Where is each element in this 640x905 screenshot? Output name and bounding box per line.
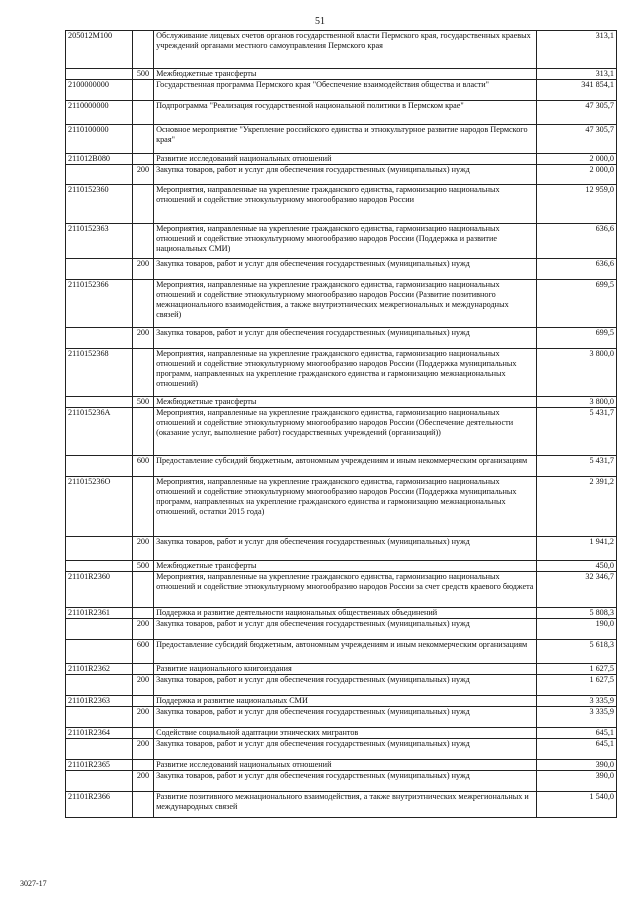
row-code: 211015236А [66,408,133,456]
row-sum: 2 391,2 [536,477,616,537]
row-name: Мероприятия, направленные на укрепление гражданского единства, гармонизацию национальных отношений и содействие этнокультурному многообразию народов России (Обеспечение деятельности (оказание услуг, выполнение работ) государственных учреждений (организаций)) [154,408,537,456]
row-sum: 190,0 [536,619,616,640]
row-sum: 450,0 [536,561,616,572]
table-row [66,349,617,397]
row-sum: 313,1 [536,31,616,69]
row-sum: 2 000,0 [536,154,616,165]
table-row [66,561,617,572]
row-sum: 2 000,0 [536,165,616,185]
table-row [66,640,617,664]
row-code [66,675,133,696]
row-expense-type [132,80,153,101]
row-expense-type [132,280,153,328]
row-sum: 645,1 [536,739,616,760]
row-sum: 32 346,7 [536,572,616,608]
row-expense-type [132,760,153,771]
row-code [66,771,133,792]
row-code: 2110152368 [66,349,133,397]
row-expense-type: 200 [132,771,153,792]
row-expense-type: 600 [132,640,153,664]
table-row [66,69,617,80]
row-sum: 699,5 [536,328,616,349]
row-expense-type: 600 [132,456,153,477]
row-sum: 5 808,3 [536,608,616,619]
row-name: Закупка товаров, работ и услуг для обеспечения государственных (муниципальных) нужд [154,259,537,280]
row-code [66,619,133,640]
row-expense-type: 200 [132,165,153,185]
row-name: Содействие социальной адаптации этнических мигрантов [154,728,537,739]
row-name: Закупка товаров, работ и услуг для обеспечения государственных (муниципальных) нужд [154,675,537,696]
row-sum: 636,6 [536,259,616,280]
row-expense-type [132,664,153,675]
row-expense-type: 200 [132,707,153,728]
row-name: Мероприятия, направленные на укрепление гражданского единства, гармонизацию национальных отношений и содействие этнокультурному многообразию народов России за счет средств краевого бюджета [154,572,537,608]
row-code: 21101R2365 [66,760,133,771]
footer-code: 3027-17 [20,879,47,888]
row-name: Закупка товаров, работ и услуг для обеспечения государственных (муниципальных) нужд [154,739,537,760]
row-name: Закупка товаров, работ и услуг для обеспечения государственных (муниципальных) нужд [154,707,537,728]
table-row [66,280,617,328]
row-name: Межбюджетные трансферты [154,69,537,80]
row-sum: 341 854,1 [536,80,616,101]
row-name: Закупка товаров, работ и услуг для обеспечения государственных (муниципальных) нужд [154,165,537,185]
row-code [66,328,133,349]
row-sum: 3 335,9 [536,707,616,728]
row-sum: 3 800,0 [536,349,616,397]
row-name: Поддержка и развитие деятельности национальных общественных объединений [154,608,537,619]
table-row [66,477,617,537]
table-row [66,125,617,154]
row-code: 21101R2363 [66,696,133,707]
row-code: 21101R2361 [66,608,133,619]
row-sum: 5 618,3 [536,640,616,664]
row-code [66,165,133,185]
row-code: 2110100000 [66,125,133,154]
table-row [66,101,617,125]
row-sum: 3 335,9 [536,696,616,707]
table-row [66,397,617,408]
row-code: 2110152360 [66,185,133,224]
row-expense-type [132,408,153,456]
row-code: 21101R2364 [66,728,133,739]
row-sum: 313,1 [536,69,616,80]
row-code: 2110000000 [66,101,133,125]
table-row [66,154,617,165]
row-code: 21101R2366 [66,792,133,818]
row-code: 2100000000 [66,80,133,101]
row-name: Закупка товаров, работ и услуг для обеспечения государственных (муниципальных) нужд [154,328,537,349]
row-sum: 47 305,7 [536,125,616,154]
row-name: Мероприятия, направленные на укрепление гражданского единства, гармонизацию национальных отношений и содействие этнокультурному многообразию народов России (Развитие позитивного межнационального взаимодействия, а также внутриэтнических межрегиональных и международных связей) [154,280,537,328]
row-sum: 5 431,7 [536,408,616,456]
row-name: Предоставление субсидий бюджетным, автономным учреждениям и иным некоммерческим организациям [154,640,537,664]
row-name: Подпрограмма "Реализация государственной национальной политики в Пермском крае" [154,101,537,125]
row-name: Межбюджетные трансферты [154,397,537,408]
row-sum: 1 627,5 [536,664,616,675]
row-expense-type [132,224,153,259]
table-row [66,408,617,456]
table-row [66,537,617,561]
table-row [66,771,617,792]
row-sum: 645,1 [536,728,616,739]
row-name: Закупка товаров, работ и услуг для обеспечения государственных (муниципальных) нужд [154,771,537,792]
row-code [66,561,133,572]
row-expense-type: 200 [132,259,153,280]
row-name: Поддержка и развитие национальных СМИ [154,696,537,707]
row-name: Мероприятия, направленные на укрепление гражданского единства, гармонизацию национальных отношений и содействие этнокультурному многообразию народов России (Поддержка муниципальных программ, направленных на укрепление гражданского единства и гармонизацию межнациональных отношений, остатки 2015 года) [154,477,537,537]
table-row [66,572,617,608]
row-expense-type [132,792,153,818]
row-expense-type [132,101,153,125]
row-name: Межбюджетные трансферты [154,561,537,572]
row-expense-type [132,696,153,707]
row-sum: 699,5 [536,280,616,328]
row-code [66,69,133,80]
row-name: Закупка товаров, работ и услуг для обеспечения государственных (муниципальных) нужд [154,537,537,561]
table-row [66,696,617,707]
row-expense-type: 200 [132,675,153,696]
row-code [66,707,133,728]
row-expense-type: 500 [132,561,153,572]
row-code: 211015236О [66,477,133,537]
row-expense-type: 500 [132,397,153,408]
row-sum: 390,0 [536,760,616,771]
row-name: Развитие исследований национальных отношений [154,760,537,771]
row-expense-type: 200 [132,328,153,349]
row-code [66,640,133,664]
table-row [66,165,617,185]
row-expense-type [132,728,153,739]
table-row [66,224,617,259]
row-sum: 1 540,0 [536,792,616,818]
row-expense-type: 200 [132,739,153,760]
row-expense-type: 500 [132,69,153,80]
table-row [66,728,617,739]
row-name: Мероприятия, направленные на укрепление гражданского единства, гармонизацию национальных отношений и содействие этнокультурному многообразию народов России [154,185,537,224]
table-row [66,80,617,101]
row-expense-type [132,31,153,69]
budget-table [65,30,617,818]
row-name: Основное мероприятие "Укрепление российского единства и этнокультурное развитие народов Пермского края" [154,125,537,154]
table-row [66,185,617,224]
row-sum: 390,0 [536,771,616,792]
row-expense-type [132,572,153,608]
row-code: 211012В080 [66,154,133,165]
row-code: 21101R2362 [66,664,133,675]
table-row [66,608,617,619]
page-number: 51 [315,16,325,27]
row-sum: 47 305,7 [536,101,616,125]
row-expense-type: 200 [132,619,153,640]
row-expense-type [132,477,153,537]
row-code: 21101R2360 [66,572,133,608]
table-row [66,619,617,640]
table-row [66,760,617,771]
row-sum: 1 941,2 [536,537,616,561]
row-code [66,259,133,280]
row-expense-type [132,154,153,165]
row-code [66,397,133,408]
row-code [66,739,133,760]
row-sum: 12 959,0 [536,185,616,224]
row-name: Развитие исследований национальных отношений [154,154,537,165]
table-row [66,739,617,760]
table-row [66,792,617,818]
row-name: Мероприятия, направленные на укрепление гражданского единства, гармонизацию национальных отношений и содействие этнокультурному многообразию народов России (Поддержка муниципальных программ, направленных на укрепление гражданского единства и гармонизацию межнациональных отношений) [154,349,537,397]
row-name: Развитие национального книгоиздания [154,664,537,675]
row-code: 2110152366 [66,280,133,328]
row-sum: 3 800,0 [536,397,616,408]
row-code [66,537,133,561]
row-code [66,456,133,477]
row-name: Обслуживание лицевых счетов органов государственной власти Пермского края, государственных краевых учреждений органами местного самоуправления Пермского края [154,31,537,69]
table-row [66,707,617,728]
row-name: Закупка товаров, работ и услуг для обеспечения государственных (муниципальных) нужд [154,619,537,640]
table-row [66,675,617,696]
row-expense-type [132,125,153,154]
row-code: 2110152363 [66,224,133,259]
row-code: 205012М100 [66,31,133,69]
row-expense-type [132,608,153,619]
row-expense-type [132,185,153,224]
row-expense-type: 200 [132,537,153,561]
row-sum: 5 431,7 [536,456,616,477]
table-row [66,31,617,69]
table-row [66,664,617,675]
row-name: Предоставление субсидий бюджетным, автономным учреждениям и иным некоммерческим организациям [154,456,537,477]
table-body [66,31,617,818]
table-row [66,259,617,280]
row-name: Развитие позитивного межнационального взаимодействия, а также внутриэтнических межрегиональных и международных связей [154,792,537,818]
row-sum: 636,6 [536,224,616,259]
row-name: Мероприятия, направленные на укрепление гражданского единства, гармонизацию национальных отношений и содействие этнокультурному многообразию народов России (Поддержка и развитие национальных СМИ) [154,224,537,259]
row-name: Государственная программа Пермского края "Обеспечение взаимодействия общества и власти" [154,80,537,101]
table-row [66,328,617,349]
row-sum: 1 627,5 [536,675,616,696]
row-expense-type [132,349,153,397]
table-row [66,456,617,477]
